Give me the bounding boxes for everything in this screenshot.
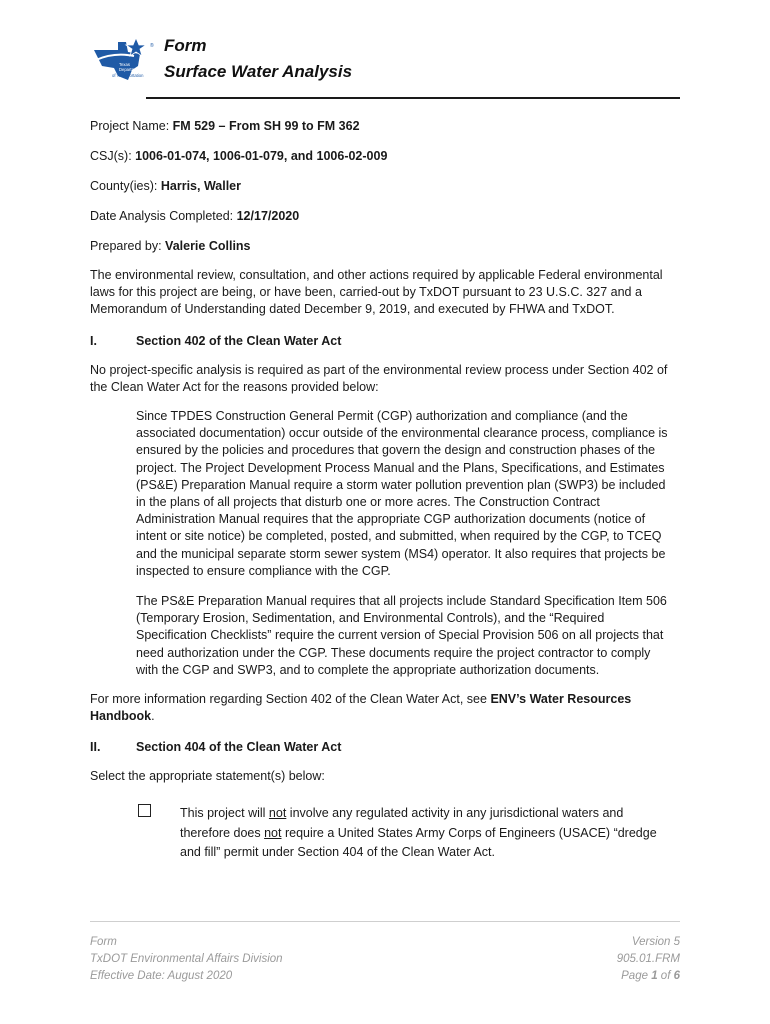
svg-text:Department: Department (119, 67, 141, 72)
date-line (90, 208, 299, 225)
section-404-lead: Select the appropriate statement(s) below: (90, 769, 325, 783)
form-title: Surface Water Analysis (164, 62, 353, 81)
csj-value: 1006-01-074, 1006-01-079, and 1006-02-009 (135, 149, 388, 163)
footer-effective-date: Effective Date: August 2020 (90, 970, 233, 982)
section-402-title: Section 402 of the Clean Water Act (136, 334, 342, 348)
form-type-label: Form (164, 36, 207, 55)
project-name-label: Project Name: (90, 119, 173, 133)
footer-division: TxDOT Environmental Affairs Division (90, 953, 283, 965)
project-name-line (90, 118, 360, 135)
section-402-paragraph-1: Since TPDES Construction General Permit (CGP) authorization and compliance (and the associated documentation) occur outside of the environmental clearance process, compliance is ensured by the policies and procedures that govern the design and construction phases of the project. The Project Development Process Manual and the Plans, Specifications, and Estimates (PS&E) Preparation Manual require a storm water pollution prevention plan (SWP3) be included in the plans of all projects that disturb one or more acres. The Construction Contract Administration Manual requires that the appropriate CGP authorization documents (notice of intent or site notice) be completed, posted, and submitted, when required by the CGP, to TCEQ and the municipal separate storm sewer system (MS4) operator. It also requires that projects be inspected to ensure compliance with the CGP. (136, 409, 668, 578)
csj-label: CSJ(s): (90, 149, 136, 163)
footer-left (90, 934, 283, 985)
page-prefix: Page (621, 970, 652, 982)
county-value: Harris, Waller (160, 179, 241, 193)
prepared-by-label: Prepared by: (90, 239, 166, 253)
section-402-number: I. (90, 334, 97, 348)
county-label: County(ies): (90, 179, 161, 193)
statement-not-1: not (268, 806, 287, 820)
section-402-lead: No project-specific analysis is required as part of the environmental review process under Section 402 of the Clean Water Act for the reasons provided below: (90, 363, 668, 395)
no-regulated-activity-statement (180, 804, 670, 863)
svg-text:of Transportation: of Transportation (112, 73, 144, 78)
svg-text:Texas: Texas (119, 62, 130, 67)
date-label: Date Analysis Completed: (90, 209, 237, 223)
txdot-logo (88, 36, 160, 82)
prepared-by-line (90, 238, 251, 255)
statement-text-a: This project will (180, 806, 269, 820)
section-402-heading (90, 333, 341, 350)
date-value: 12/17/2020 (236, 209, 300, 223)
project-name-value: FM 529 – From SH 99 to FM 362 (172, 119, 360, 133)
more-info-text: For more information regarding Section 402 of the Clean Water Act, see (90, 692, 491, 706)
footer-form-label: Form (90, 936, 117, 948)
form-header (88, 36, 680, 98)
page-current: 1 (651, 970, 658, 982)
section-404-heading (90, 739, 341, 756)
county-line (90, 178, 241, 195)
page-total: 6 (673, 970, 680, 982)
section-402-more-info (90, 691, 680, 725)
footer-form-number: 905.01.FRM (616, 953, 680, 965)
section-404-title: Section 404 of the Clean Water Act (136, 740, 342, 754)
csj-line (90, 148, 387, 165)
statement-not-2: not (264, 825, 282, 840)
footer-right (617, 934, 680, 985)
statement-text-b: involve any regulated activity in any jurisdictional waters and therefore does (180, 806, 624, 840)
footer-version: Version 5 (631, 936, 680, 948)
footer-divider (90, 921, 680, 922)
prepared-by-value: Valerie Collins (165, 239, 251, 253)
more-info-period: . (151, 709, 155, 724)
statement-text-c: require a United States Army Corps of Engineers (USACE) “dredge and fill” permit under Section 404 of the Clean Water Act. (180, 825, 657, 859)
water-resources-handbook-link[interactable]: ENV’s Water Resources Handbook (90, 692, 632, 724)
header-divider (146, 97, 680, 99)
svg-text:®: ® (150, 43, 154, 49)
footer-page-number (617, 968, 680, 985)
page-mid: of (657, 970, 674, 982)
section-402-paragraph-2: The PS&E Preparation Manual requires that all projects include Standard Specification Item 506 (Temporary Erosion, Sedimentation, and Environmental Controls), and the “Required Specification Checklists” require the current version of Special Provision 506 on all projects that need authorization under the CGP. These documents require the project contractor to comply with the CGP and SWP3, and to complete the appropriate authorization documents. (136, 594, 667, 677)
no-regulated-activity-checkbox[interactable] (138, 804, 151, 817)
intro-paragraph: The environmental review, consultation, and other actions required by applicable Federal environmental laws for this project are being, or have been, carried-out by TxDOT pursuant to 23 U.S.C. 327 and a Memorandum of Understanding dated December 9, 2019, and executed by FHWA and TxDOT. (90, 268, 663, 317)
section-404-number: II. (90, 740, 101, 754)
